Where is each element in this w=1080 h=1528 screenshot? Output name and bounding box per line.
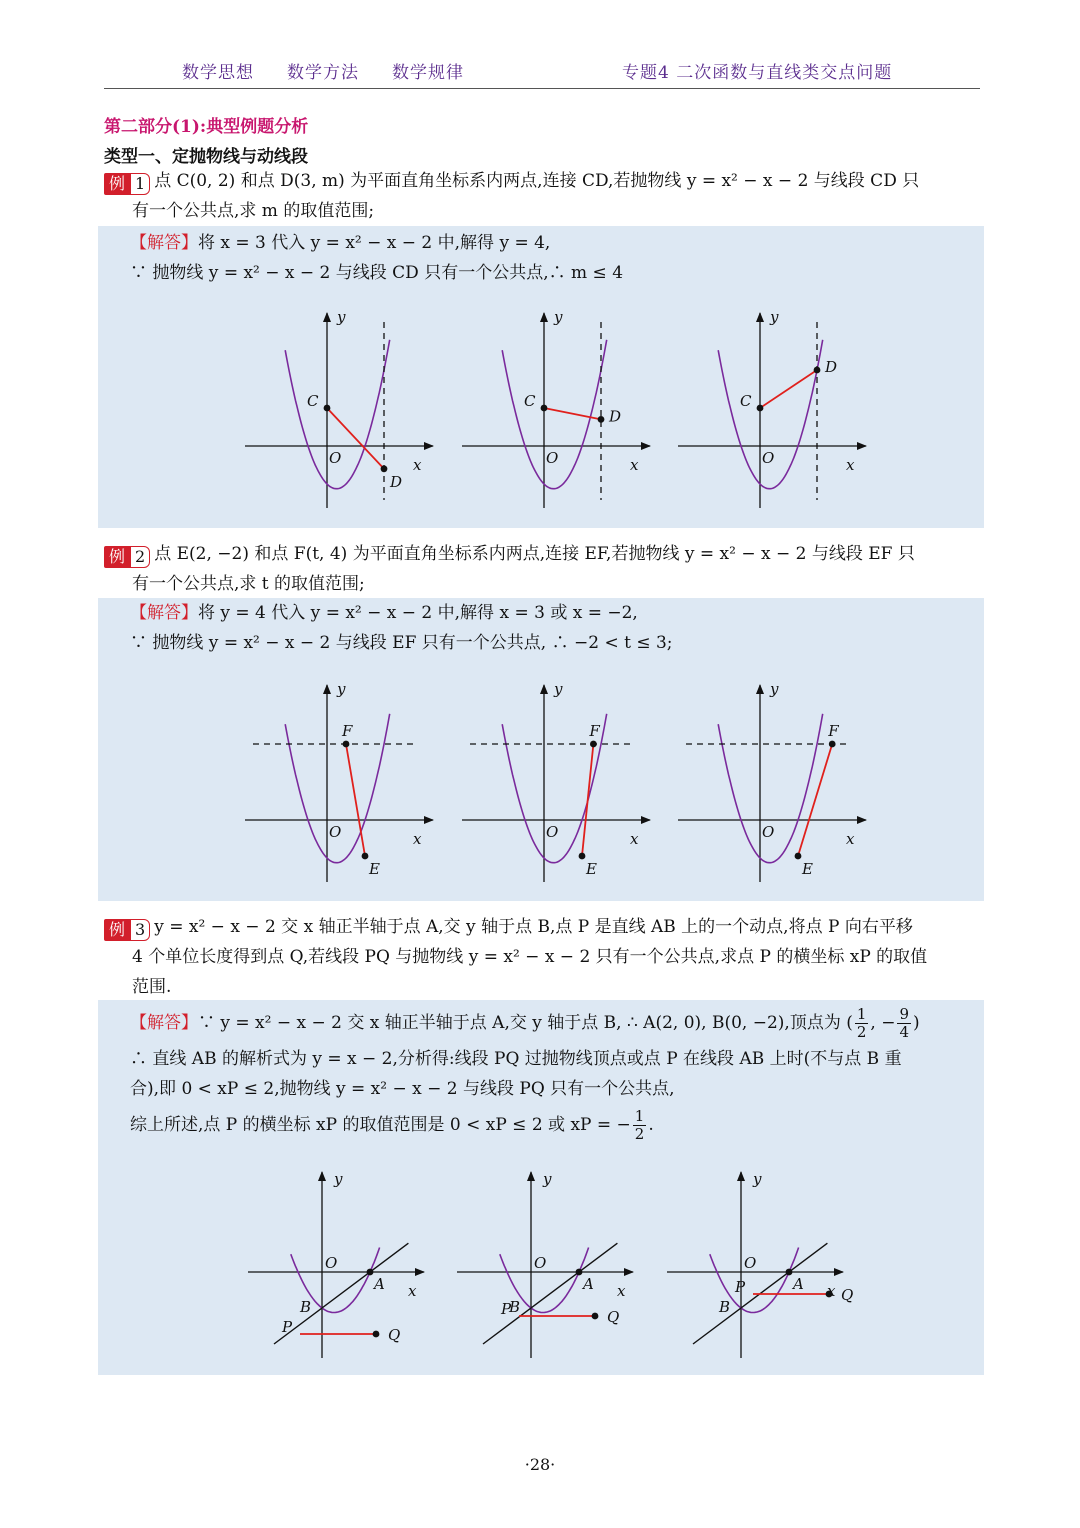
label-b-ex3-1: B (300, 1298, 312, 1316)
label-o-ex2-3: O (762, 823, 775, 841)
label-a-ex3-2: A (583, 1275, 594, 1293)
header-title: 专题4 二次函数与直线类交点问题 (622, 63, 893, 83)
example-2-s2: ∵ 抛物线 y = x² − x − 2 与线段 EF 只有一个公共点, ∴ −2 < t ≤ 3; (130, 633, 673, 653)
label-y-ex3-3: y (753, 1170, 762, 1188)
fraction-half: $\frac{1}{2}$ (856, 1005, 867, 1041)
example-3-s4a: 综上所述,点 P 的横坐标 xP 的取值范围是 0 < xP ≤ 2 或 xP = − (130, 1115, 631, 1135)
example-1-badge: 例 1 (104, 173, 150, 195)
label-x-ex3-1: x (408, 1282, 417, 1300)
label-x-ex2-3: x (846, 830, 855, 848)
label-x-ex1-1: x (413, 456, 422, 474)
label-d-ex1-2: D (609, 407, 622, 426)
label-x-ex1-3: x (846, 456, 855, 474)
example-2-badge: 例 2 (104, 546, 150, 568)
segment-cd-ex1-3 (760, 370, 817, 408)
label-o-ex2-1: O (329, 823, 342, 841)
label-p-ex3-3: P (735, 1278, 746, 1296)
label-q-ex3-1: Q (388, 1326, 401, 1344)
label-f-ex2-2: F (589, 722, 600, 740)
label-y-ex3-2: y (543, 1170, 552, 1188)
label-y-ex2-2: y (554, 680, 563, 698)
point-d-ex1-3 (814, 367, 821, 374)
label-o-ex1-2: O (546, 449, 559, 467)
label-e-ex2-3: E (802, 860, 813, 878)
page-number: ·28· (524, 1455, 556, 1474)
label-c-ex1-1: C (307, 392, 319, 410)
section-title: 第二部分(1):典型例题分析 (104, 117, 309, 137)
point-q-ex3-1 (373, 1331, 380, 1338)
label-a-ex3-3: A (793, 1275, 804, 1293)
label-q-ex3-3: Q (841, 1286, 854, 1304)
label-x-ex1-2: x (630, 456, 639, 474)
point-a-ex3-2 (576, 1269, 583, 1276)
label-o-ex1-3: O (762, 449, 775, 467)
point-a-ex3-1 (367, 1269, 374, 1276)
point-f-ex2-2 (590, 741, 597, 748)
label-y-ex1-2: y (554, 308, 563, 326)
example-3-s4b: . (648, 1115, 654, 1135)
point-e-ex2-2 (579, 853, 586, 860)
label-f-ex2-3: F (828, 722, 839, 740)
example-2-q1: 点 E(2, −2) 和点 F(t, 4) 为平面直角坐标系内两点,连接 EF,若抛物线 y = x² − x − 2 与线段 EF 只 (154, 544, 915, 564)
point-e-ex2-1 (362, 853, 369, 860)
label-d-ex1-3: D (825, 358, 838, 376)
point-c-ex1-1 (324, 405, 331, 412)
point-c-ex1-3 (757, 405, 764, 412)
label-y-ex3-1: y (334, 1170, 343, 1188)
point-q-ex3-2 (592, 1313, 599, 1320)
point-f-ex2-3 (829, 741, 836, 748)
example-3-s1c: ) (913, 1013, 920, 1033)
label-x-ex3-2: x (617, 1282, 626, 1300)
label-b-ex3-3: B (719, 1298, 731, 1316)
point-f-ex2-1 (343, 741, 350, 748)
example-1-q1: 点 C(0, 2) 和点 D(3, m) 为平面直角坐标系内两点,连接 CD,若抛物线 y = x² − x − 2 与线段 CD 只 (154, 171, 920, 191)
type-title: 类型一、定抛物线与动线段 (104, 147, 308, 167)
example-3-s2: ∴ 直线 AB 的解析式为 y = x − 2,分析得:线段 PQ 过抛物线顶点或点 P 在线段 AB 上时(不与点 B 重 (130, 1049, 902, 1069)
example-2-s1: 将 y = 4 代入 y = x² − x − 2 中,解得 x = 3 或 x = −2, (198, 603, 638, 623)
point-a-ex3-3 (786, 1269, 793, 1276)
example-3-badge: 例 3 (104, 919, 150, 941)
label-x-ex2-1: x (413, 830, 422, 848)
label-c-ex1-3: C (740, 392, 752, 410)
label-y-ex1-3: y (770, 308, 779, 326)
example-3-q2: 4 个单位长度得到点 Q,若线段 PQ 与抛物线 y = x² − x − 2 只有一个公共点,求点 P 的横坐标 xP 的取值 (132, 947, 928, 967)
label-e-ex2-1: E (369, 860, 380, 878)
example-3-q3: 范围. (132, 977, 172, 997)
label-y-ex2-1: y (337, 680, 346, 698)
point-c-ex1-2 (541, 405, 548, 412)
label-o-ex3-2: O (534, 1254, 547, 1272)
segment-ef-ex2-2 (582, 744, 593, 856)
header-item-3: 数学规律 (392, 63, 464, 83)
segment-ef-ex2-1 (346, 744, 365, 856)
label-p-ex3-2: P (501, 1300, 512, 1318)
label-y-ex1-1: y (337, 308, 346, 326)
fraction-half-2: $\frac{1}{2}$ (634, 1107, 645, 1143)
point-e-ex2-3 (795, 853, 802, 860)
example-3-q1: y = x² − x − 2 交 x 轴正半轴于点 A,交 y 轴于点 B,点 P 是直线 AB 上的一个动点,将点 P 向右平移 (154, 917, 913, 937)
solution-tag: 【解答】 (130, 603, 198, 623)
example-3-s1b: , − (870, 1013, 896, 1033)
label-q-ex3-2: Q (607, 1308, 620, 1326)
label-p-ex3-1: P (282, 1318, 293, 1336)
label-c-ex1-2: C (524, 392, 536, 410)
label-o-ex2-2: O (546, 823, 559, 841)
example-3-s1a: ∵ y = x² − x − 2 交 x 轴正半轴于点 A,交 y 轴于点 B, ∴ A(2, 0), B(0, −2),顶点为 ( (198, 1013, 853, 1033)
label-x-ex3-3: x (827, 1282, 836, 1300)
example-2-q2: 有一个公共点,求 t 的取值范围; (132, 574, 365, 594)
label-o-ex3-3: O (744, 1254, 757, 1272)
label-d-ex1-1: D (390, 472, 403, 491)
fraction-nine-quarters: $\frac{9}{4}$ (899, 1005, 910, 1041)
point-d-ex1-2 (598, 416, 605, 423)
header-item-2: 数学方法 (287, 63, 359, 83)
point-d-ex1-1 (381, 465, 388, 472)
label-b-ex3-2: B (509, 1298, 521, 1316)
example-1-s1: 将 x = 3 代入 y = x² − x − 2 中,解得 y = 4, (198, 233, 551, 253)
example-1-q2: 有一个公共点,求 m 的取值范围; (132, 201, 375, 221)
segment-ef-ex2-3 (798, 744, 832, 856)
label-o-ex1-1: O (329, 449, 342, 467)
solution-tag: 【解答】 (130, 1013, 198, 1033)
label-a-ex3-1: A (374, 1275, 385, 1293)
label-f-ex2-1: F (342, 722, 353, 740)
example-3-s3: 合),即 0 < xP ≤ 2,抛物线 y = x² − x − 2 与线段 PQ 只有一个公共点, (130, 1079, 675, 1099)
label-o-ex3-1: O (325, 1254, 338, 1272)
label-x-ex2-2: x (630, 830, 639, 848)
line-ab-ex3-2 (483, 1243, 620, 1344)
solution-tag: 【解答】 (130, 233, 198, 253)
header-item-1: 数学思想 (182, 63, 254, 83)
label-e-ex2-2: E (586, 860, 597, 878)
example-1-s2: ∵ 抛物线 y = x² − x − 2 与线段 CD 只有一个公共点,∴ m ≤ 4 (130, 263, 624, 283)
label-y-ex2-3: y (770, 680, 779, 698)
